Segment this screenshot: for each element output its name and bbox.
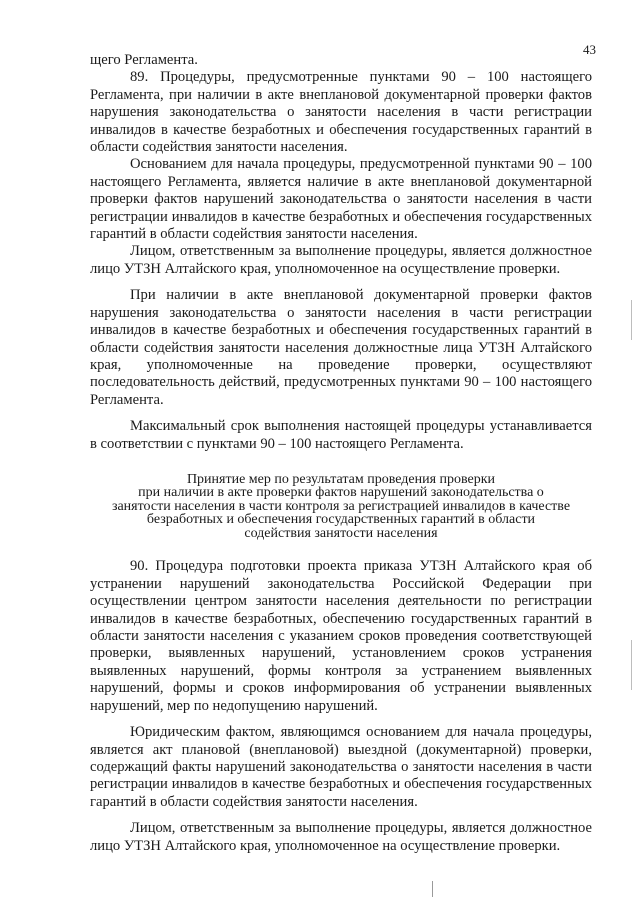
paragraph-89: 89. Процедуры, предусмотренные пунктами 90 – 100 настоящего Регламента, при наличии в акте внеплановой документарной проверки фактов нарушения законодательства о занятости населения в части регистрации инвалидов в качестве безработных и обеспечения государственных гарантий в области содействия занятости населения.: [90, 69, 592, 156]
heading-line: занятости населения в части контроля за регистрацией инвалидов в качестве: [111, 498, 571, 514]
paragraph-continuation: щего Регламента.: [90, 52, 198, 68]
spacer: [90, 409, 592, 418]
heading-line: при наличии в акте проверки фактов нарушений законодательства о: [138, 485, 544, 501]
scan-bottom-mark: [432, 881, 433, 897]
heading-line: безработных и обеспечения государственных гарантий в области: [146, 512, 536, 528]
paragraph-responsible-2: Лицом, ответственным за выполнение процедуры, является должностное лицо УТЗН Алтайского края, уполномоченное на осуществление проверки.: [90, 820, 592, 854]
heading-line: содействия занятости населения: [244, 525, 438, 541]
section-heading: [90, 473, 592, 541]
spacer: [90, 278, 592, 287]
scan-margin-mark: [631, 640, 632, 690]
spacer: [90, 715, 592, 724]
paragraph-responsible: Лицом, ответственным за выполнение процедуры, является должностное лицо УТЗН Алтайского края, уполномоченное на осуществление проверки.: [90, 243, 592, 277]
document-body: [90, 52, 592, 855]
paragraph-legal-fact: Юридическим фактом, являющимся основанием для начала процедуры, является акт плановой (внеплановой) выездной (документарной) проверки, содержащий факты нарушений законодательства о занятости населения в части регистрации инвалидов в качестве безработных и обеспечения государственных гарантий в области содействия занятости населения.: [90, 724, 592, 810]
paragraph-actions: При наличии в акте внеплановой документарной проверки фактов нарушения законодательства о занятости населения в части регистрации инвалидов в качестве безработных и обеспечения государственных гарантий в области содействия занятости населения должностные лица УТЗН Алтайского края, уполномоченные на проведение проверки, осуществляют последовательность действий, предусмотренных пунктами 90 – 100 настоящего Регламента.: [90, 287, 592, 408]
paragraph-basis: Основанием для начала процедуры, предусмотренной пунктами 90 – 100 настоящего Регламента, является наличие в акте внеплановой документарной проверки фактов нарушений законодательства о занятости населения в части регистрации инвалидов в качестве безработных и обеспечения государственных гарантий в области содействия занятости населения.: [90, 156, 592, 243]
page-number: 43: [583, 42, 596, 57]
paragraph-90: 90. Процедура подготовки проекта приказа УТЗН Алтайского края об устранении нарушений законодательства Российской Федерации при осуществлении центром занятости населения деятельности по регистрации инвалидов в качестве безработных, обеспечению государственных гарантий в области занятости населения с указанием сроков проведения соответствующей проверки, выявленных нарушений, установлением сроков устранения выявленных нарушений, формы контроля за устранением выявленных нарушений, формы и сроков информирования об устранении выявленных нарушений, мер по недопущению нарушений.: [90, 558, 592, 714]
heading-line: Принятие мер по результатам проведения проверки: [186, 471, 496, 487]
paragraph-max-term: Максимальный срок выполнения настоящей процедуры устанавливается в соответствии с пунктами 90 – 100 настоящего Регламента.: [90, 418, 592, 452]
spacer: [90, 811, 592, 820]
scan-margin-mark: [631, 300, 632, 340]
